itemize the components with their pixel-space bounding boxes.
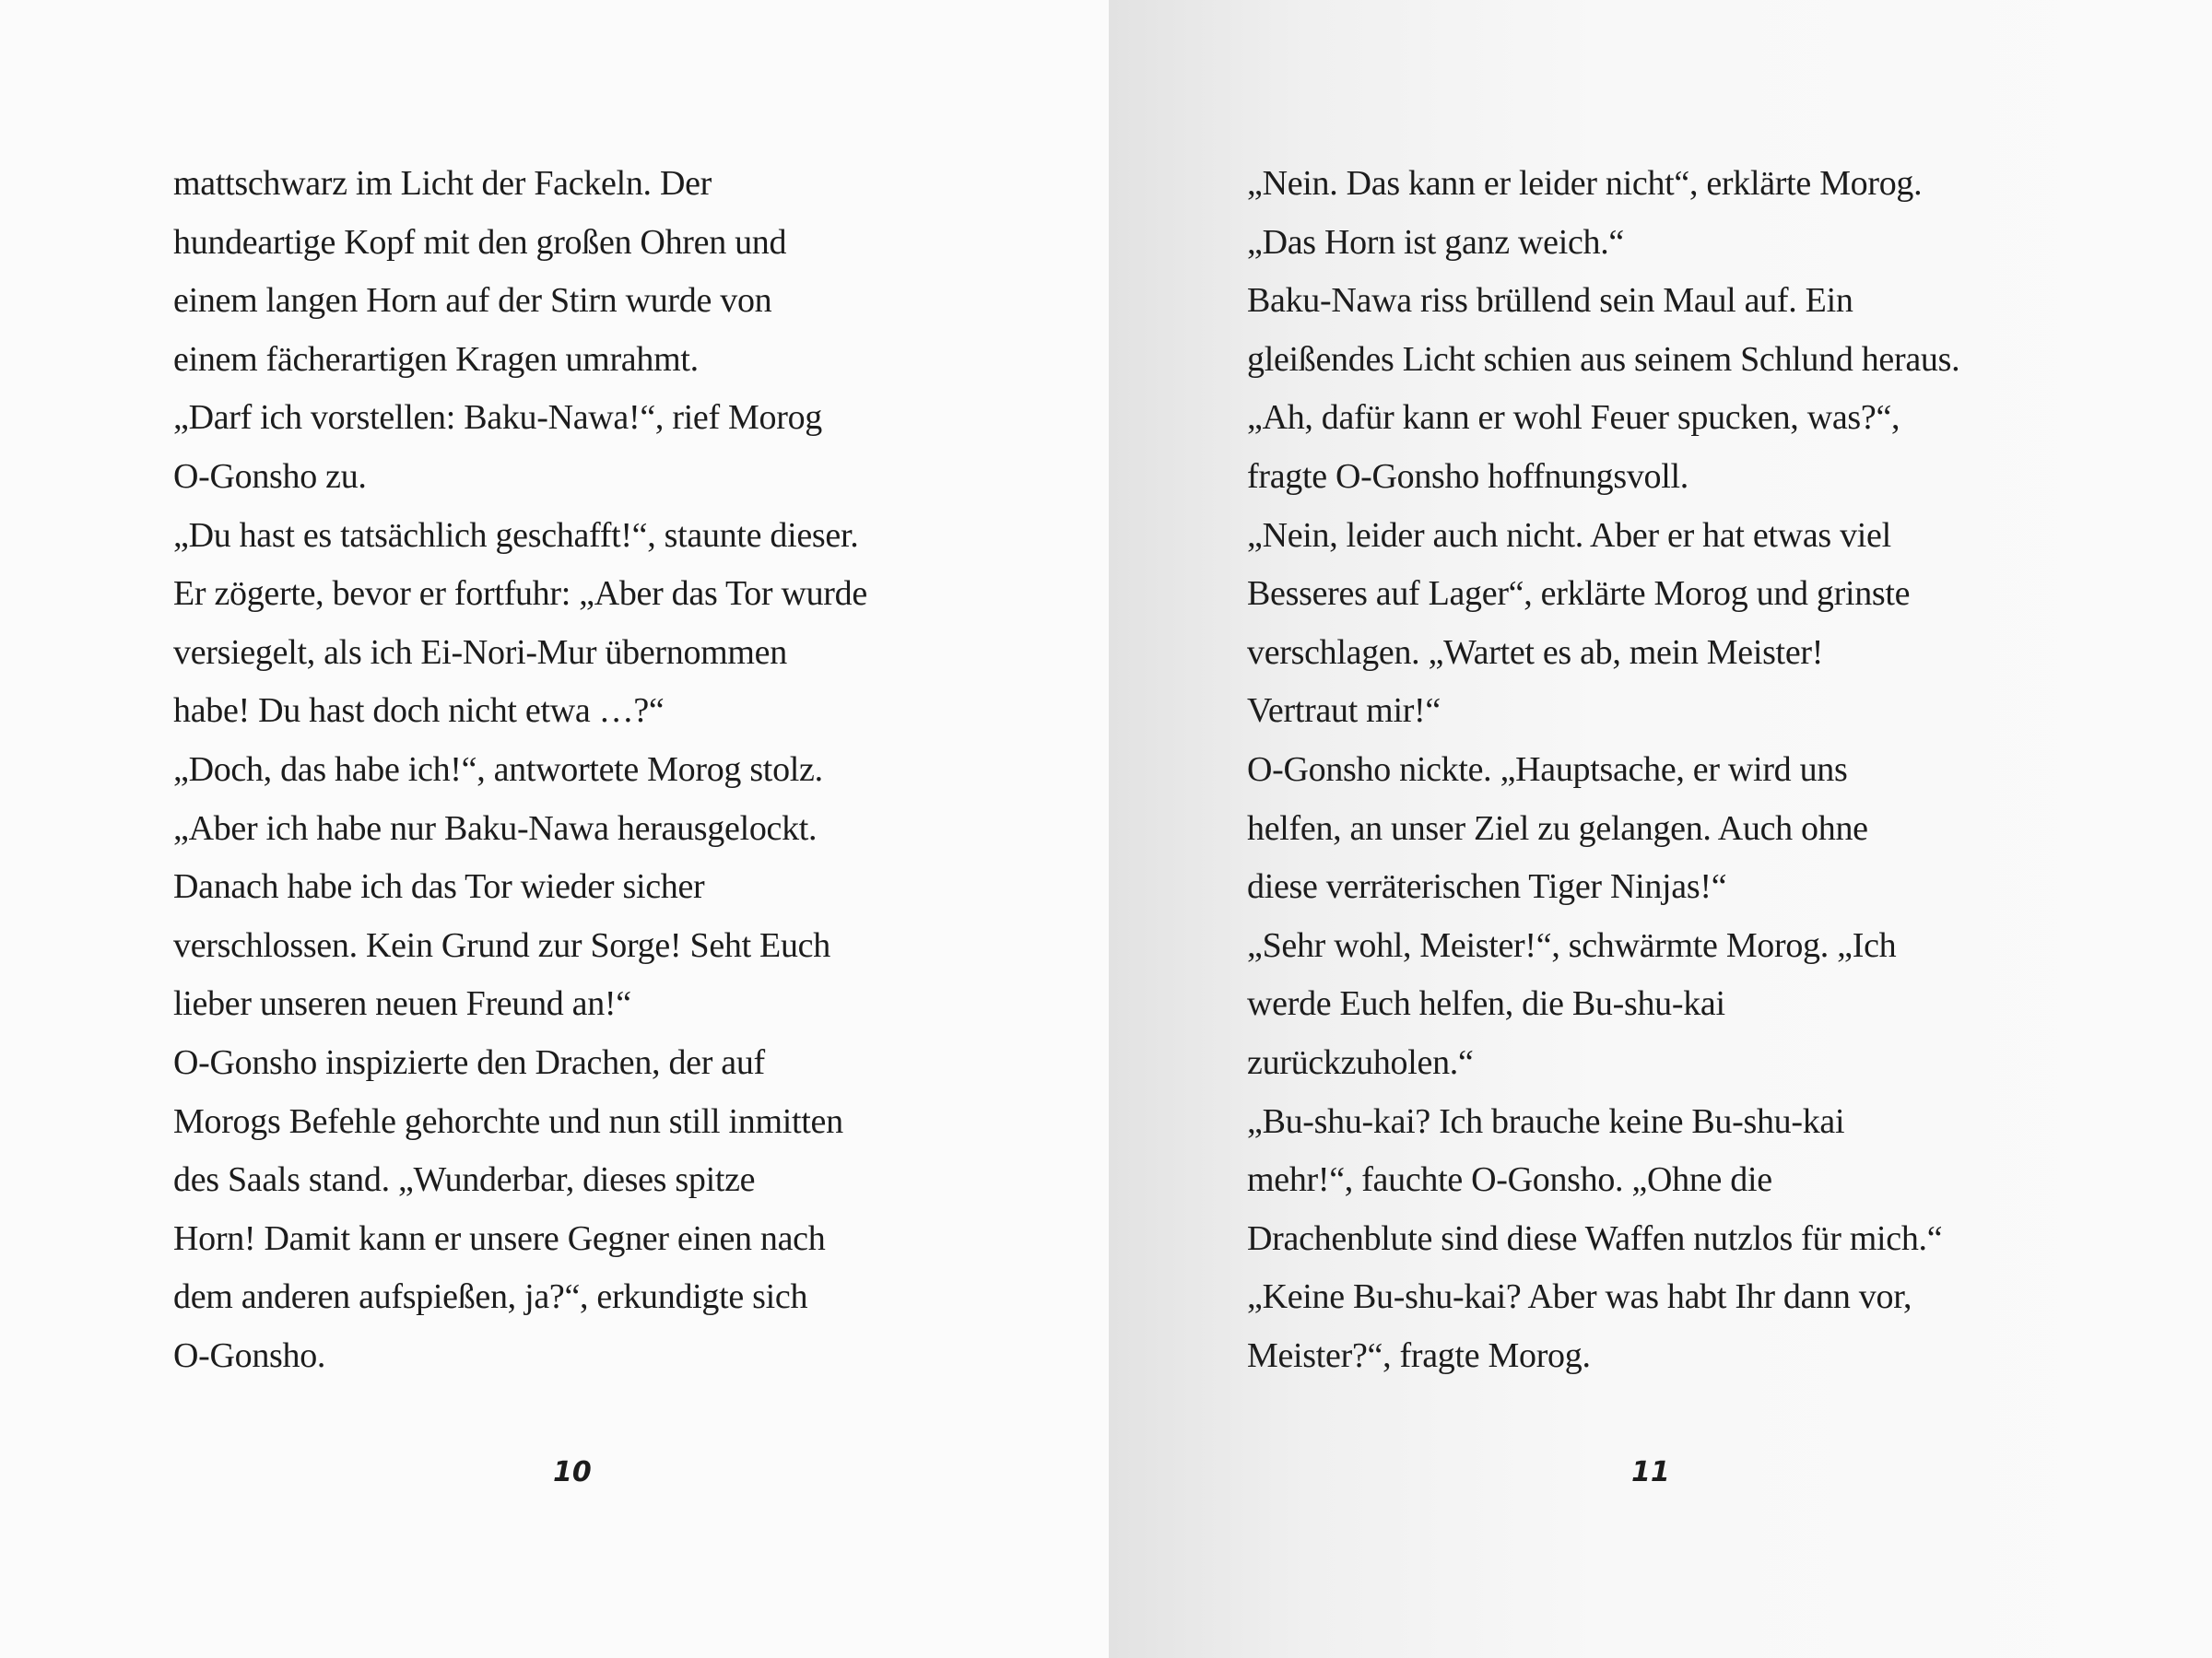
text-line: „Sehr wohl, Meister!“, schwärmte Morog. „Ich <box>1247 925 1897 965</box>
text-line: Drachenblute sind diese Waffen nutzlos für mich.“ <box>1247 1218 1943 1258</box>
text-line: diese verräterischen Tiger Ninjas!“ <box>1247 867 1727 907</box>
text-line: Vertraut mir!“ <box>1247 691 1441 731</box>
text-line: gleißendes Licht schien aus seinem Schlund heraus. <box>1247 339 1960 379</box>
text-line: verschlossen. Kein Grund zur Sorge! Seht Euch <box>173 925 830 965</box>
right-page <box>1109 0 2212 1658</box>
left-page-text <box>173 155 867 1385</box>
text-line: „Nein, leider auch nicht. Aber er hat etwas viel <box>1247 515 1891 555</box>
text-line: O-Gonsho. <box>173 1335 326 1375</box>
text-line: dem anderen aufspießen, ja?“, erkundigte sich <box>173 1277 808 1317</box>
text-line: „Das Horn ist ganz weich.“ <box>1247 222 1624 262</box>
text-line: Horn! Damit kann er unsere Gegner einen nach <box>173 1218 826 1258</box>
text-line: mattschwarz im Licht der Fackeln. Der <box>173 164 712 203</box>
page-number-left: 10 <box>553 1456 592 1488</box>
text-line: „Du hast es tatsächlich geschafft!“, staunte dieser. <box>173 515 859 555</box>
text-line: versiegelt, als ich Ei-Nori-Mur übernommen <box>173 632 787 672</box>
text-line: werde Euch helfen, die Bu-shu-kai <box>1247 984 1725 1024</box>
text-line: Er zögerte, bevor er fortfuhr: „Aber das Tor wurde <box>173 574 867 614</box>
text-line: lieber unseren neuen Freund an!“ <box>173 984 631 1024</box>
text-line: Morogs Befehle gehorchte und nun still inmitten <box>173 1101 843 1141</box>
text-line: hundeartige Kopf mit den großen Ohren und <box>173 222 787 262</box>
text-line: Baku-Nawa riss brüllend sein Maul auf. Ein <box>1247 281 1853 321</box>
text-line: „Nein. Das kann er leider nicht“, erklärte Morog. <box>1247 164 1923 203</box>
text-line: O-Gonsho inspizierte den Drachen, der auf <box>173 1042 765 1082</box>
text-line: Meister?“, fragte Morog. <box>1247 1335 1591 1375</box>
text-line: des Saals stand. „Wunderbar, dieses spitze <box>173 1160 756 1200</box>
text-line: zurückzuholen.“ <box>1247 1042 1474 1082</box>
text-line: „Darf ich vorstellen: Baku-Nawa!“, rief Morog <box>173 398 822 438</box>
text-line: Danach habe ich das Tor wieder sicher <box>173 867 705 907</box>
text-line: Besseres auf Lager“, erklärte Morog und grinste <box>1247 574 1911 614</box>
right-page-text <box>1247 155 1959 1385</box>
text-line: fragte O-Gonsho hoffnungsvoll. <box>1247 456 1688 496</box>
text-line: helfen, an unser Ziel zu gelangen. Auch ohne <box>1247 808 1868 848</box>
text-line: „Keine Bu-shu-kai? Aber was habt Ihr dann vor, <box>1247 1277 1912 1317</box>
text-line: verschlagen. „Wartet es ab, mein Meister! <box>1247 632 1824 672</box>
text-line: O-Gonsho zu. <box>173 456 367 496</box>
text-line: „Aber ich habe nur Baku-Nawa herausgelockt. <box>173 808 818 848</box>
page-number-right: 11 <box>1631 1456 1670 1488</box>
text-line: „Doch, das habe ich!“, antwortete Morog stolz. <box>173 749 823 789</box>
text-line: einem langen Horn auf der Stirn wurde von <box>173 281 772 321</box>
text-line: mehr!“, fauchte O-Gonsho. „Ohne die <box>1247 1160 1772 1200</box>
text-line: einem fächerartigen Kragen umrahmt. <box>173 339 699 379</box>
text-line: O-Gonsho nickte. „Hauptsache, er wird uns <box>1247 749 1848 789</box>
text-line: „Bu-shu-kai? Ich brauche keine Bu-shu-kai <box>1247 1101 1845 1141</box>
text-line: habe! Du hast doch nicht etwa …?“ <box>173 691 665 731</box>
text-line: „Ah, dafür kann er wohl Feuer spucken, was?“, <box>1247 398 1900 438</box>
